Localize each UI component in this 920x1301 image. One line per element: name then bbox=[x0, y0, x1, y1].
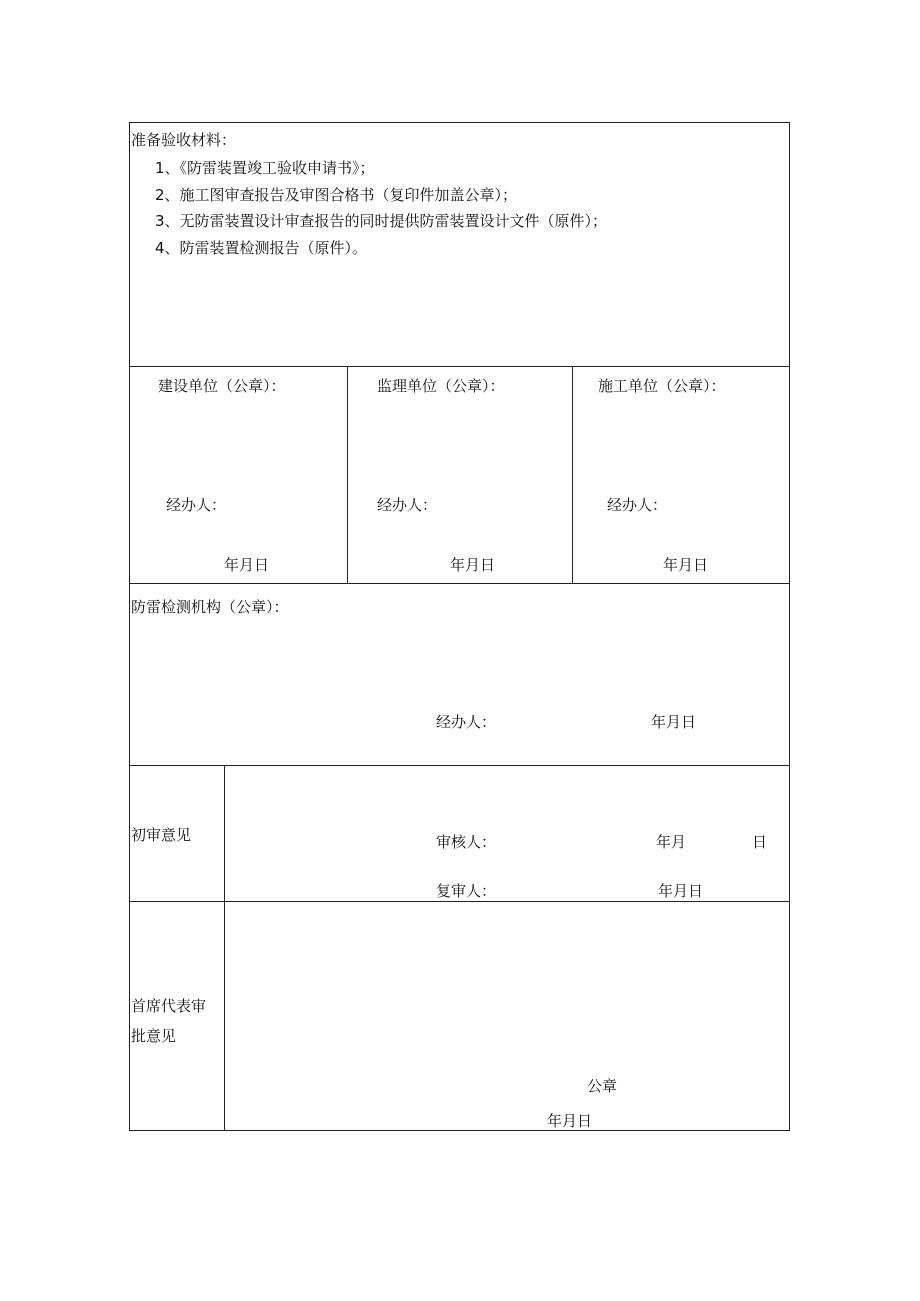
reviewer-label: 审核人： bbox=[436, 833, 497, 851]
builder-unit-handler: 经办人： bbox=[607, 496, 668, 514]
materials-heading: 准备验收材料： bbox=[131, 131, 237, 149]
official-seal-label: 公章 bbox=[587, 1077, 618, 1095]
row-divider bbox=[130, 765, 789, 766]
rechecker-label: 复审人： bbox=[436, 882, 497, 900]
row-divider bbox=[130, 901, 789, 902]
review-date-d: 日 bbox=[752, 833, 768, 851]
supervision-unit-date: 年月日 bbox=[450, 556, 496, 574]
col-divider bbox=[347, 366, 348, 583]
col-divider bbox=[572, 366, 573, 583]
chief-approval-label: 批意见 bbox=[131, 1027, 177, 1045]
builder-unit-date: 年月日 bbox=[663, 556, 709, 574]
chief-approval-date: 年月日 bbox=[547, 1112, 593, 1130]
construction-unit-title: 建设单位（公章）： bbox=[158, 377, 286, 395]
supervision-unit-title: 监理单位（公章）： bbox=[377, 377, 505, 395]
row-divider bbox=[130, 583, 789, 584]
inspection-handler: 经办人： bbox=[436, 713, 497, 731]
construction-unit-handler: 经办人： bbox=[166, 496, 227, 514]
col-divider bbox=[224, 765, 225, 1131]
inspection-agency-title: 防雷检测机构（公章）： bbox=[131, 598, 289, 616]
materials-item: 1、《防雷装置竣工验收申请书》； bbox=[155, 159, 375, 177]
initial-review-label: 初审意见 bbox=[131, 826, 192, 844]
row-divider bbox=[130, 366, 789, 367]
materials-item: 4、防雷装置检测报告（原件）。 bbox=[155, 239, 368, 257]
supervision-unit-handler: 经办人： bbox=[377, 496, 438, 514]
recheck-date: 年月日 bbox=[658, 882, 704, 900]
inspection-date: 年月日 bbox=[651, 713, 697, 731]
chief-approval-label: 首席代表审 bbox=[131, 997, 207, 1015]
materials-item: 2、施工图审查报告及审图合格书（复印件加盖公章）； bbox=[155, 186, 518, 204]
review-date-ym: 年月 bbox=[656, 833, 687, 851]
materials-item: 3、无防雷装置设计审查报告的同时提供防雷装置设计文件（原件）； bbox=[155, 212, 608, 230]
acceptance-form-table bbox=[129, 122, 790, 1131]
builder-unit-title: 施工单位（公章）： bbox=[598, 377, 726, 395]
construction-unit-date: 年月日 bbox=[224, 556, 270, 574]
